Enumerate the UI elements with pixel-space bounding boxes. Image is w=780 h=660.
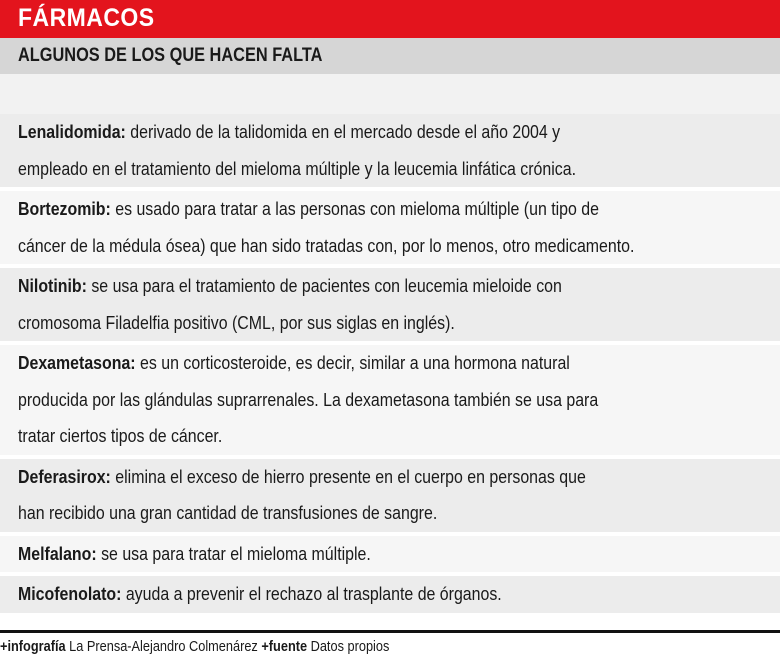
drug-description: elimina el exceso de hierro presente en el cuerpo en personas que [110, 465, 586, 487]
entry-line: cáncer de la médula ósea) que han sido tratadas con, por lo menos, otro medicamento. [18, 234, 635, 256]
entry-line [18, 345, 670, 382]
entry-line [18, 459, 670, 496]
drug-description: se usa para tratar el mieloma múltiple. [96, 542, 371, 564]
page-title: FÁRMACOS [18, 4, 155, 32]
entry-line [18, 114, 670, 151]
title-bar [0, 0, 780, 38]
drug-name: Melfalano: [18, 542, 97, 564]
fuente-credit: Datos propios [307, 639, 390, 655]
page-subtitle: ALGUNOS DE LOS QUE HACEN FALTA [18, 45, 323, 66]
drug-name: Lenalidomida: [18, 121, 126, 142]
spacer-band [0, 74, 780, 114]
drug-name: Dexametasona: [18, 352, 136, 373]
drug-description: derivado de la talidomida en el mercado desde el año 2004 y [125, 121, 561, 142]
drug-name: Nilotinib: [18, 275, 87, 296]
drug-entry-nilotinib [0, 268, 780, 345]
entry-line: producida por las glándulas suprarrenales. La dexametasona también se usa para [18, 388, 599, 410]
entry-line [18, 536, 670, 573]
footer-divider [0, 630, 780, 633]
drug-entry-lenalidomida [0, 114, 780, 191]
entry-line: tratar ciertos tipos de cáncer. [18, 425, 223, 446]
subtitle-bar [0, 38, 780, 74]
drug-entry-deferasirox [0, 459, 780, 536]
entry-line: empleado en el tratamiento del mieloma múltiple y la leucemia linfática crónica. [18, 157, 577, 179]
credits [0, 636, 686, 660]
fuente-label: +fuente [261, 639, 308, 655]
infografia-credit: La Prensa-Alejandro Colmenárez [65, 639, 262, 655]
drug-list [0, 114, 780, 617]
drug-name: Bortezomib: [18, 198, 111, 219]
drug-description: es usado para tratar a las personas con mieloma múltiple (un tipo de [110, 198, 599, 219]
drug-name: Micofenolato: [18, 583, 122, 604]
drug-entry-bortezomib [0, 191, 780, 268]
drug-description: se usa para el tratamiento de pacientes con leucemia mieloide con [86, 275, 562, 296]
entry-line: cromosoma Filadelfia positivo (CML, por sus siglas en inglés). [18, 311, 455, 333]
drug-name: Deferasirox: [18, 465, 111, 487]
entry-line [18, 191, 670, 228]
drug-description: ayuda a prevenir el rechazo al trasplante de órganos. [121, 583, 502, 604]
drug-entry-micofenolato [0, 576, 780, 617]
entry-line: han recibido una gran cantidad de transfusiones de sangre. [18, 502, 438, 523]
entry-line [18, 268, 670, 305]
drug-entry-melfalano [0, 536, 780, 577]
infografia-label: +infografía [0, 639, 66, 655]
entry-line [18, 576, 670, 613]
drug-description: es un corticosteroide, es decir, similar a una hormona natural [135, 352, 570, 373]
drug-entry-dexametasona [0, 345, 780, 459]
